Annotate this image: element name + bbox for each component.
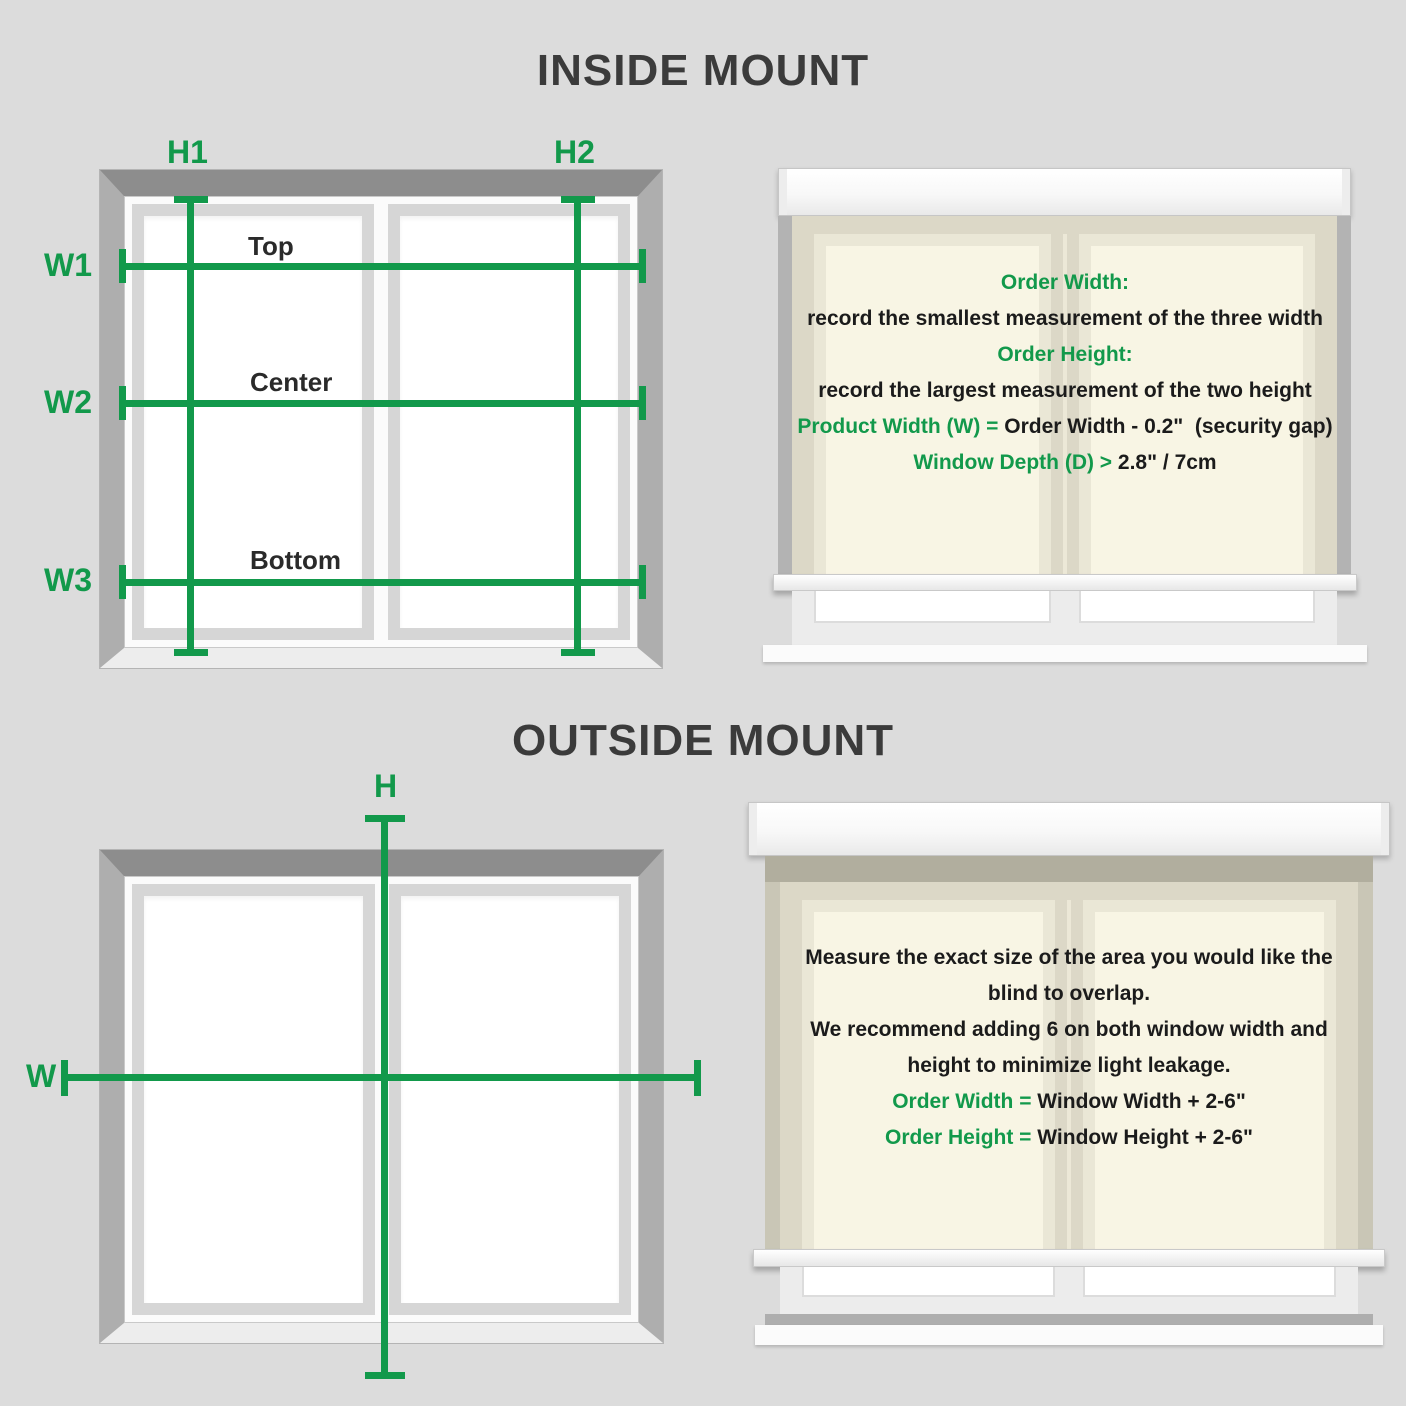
label-h2: H2 bbox=[554, 134, 595, 170]
measure-line-w3 bbox=[122, 579, 643, 586]
blind-bottom-bar bbox=[753, 1249, 1385, 1267]
instruction-line: Order Width: bbox=[1000, 271, 1130, 294]
recess-bevel-bottom bbox=[765, 1314, 1373, 1325]
measure-cap-h1-top bbox=[174, 196, 208, 203]
label-w1: W1 bbox=[44, 247, 92, 283]
outside-mount-title: OUTSIDE MOUNT bbox=[511, 716, 895, 765]
measure-cap-w-right bbox=[694, 1060, 701, 1096]
measure-line-w1 bbox=[122, 263, 643, 270]
instruction-line: record the smallest measurement of the three width bbox=[807, 307, 1323, 330]
measure-cap-w3-right bbox=[639, 565, 646, 599]
label-w2: W2 bbox=[44, 384, 92, 420]
measure-line-w bbox=[64, 1074, 698, 1081]
window-bottom-pane-left bbox=[802, 1267, 1055, 1297]
inside-mount-instructions bbox=[745, 265, 1385, 481]
blind-cassette bbox=[778, 168, 1351, 216]
inside-mount-photo bbox=[745, 163, 1385, 668]
measure-cap-h1-bottom bbox=[174, 649, 208, 656]
label-h: H bbox=[374, 768, 398, 804]
measure-cap-w1-left bbox=[119, 249, 126, 283]
measure-cap-h-bottom bbox=[365, 1372, 405, 1379]
instruction-line: Window Depth (D) > 2.8" / 7cm bbox=[913, 451, 1217, 474]
label-center: Center bbox=[250, 367, 333, 397]
measure-cap-w2-left bbox=[119, 386, 126, 420]
instruction-line: record the largest measurement of the two height bbox=[818, 379, 1312, 402]
window-bottom-pane-left bbox=[814, 591, 1051, 623]
instruction-line: We recommend adding 6 on both window width and bbox=[810, 1018, 1328, 1041]
outside-mount-instructions bbox=[745, 940, 1393, 1156]
instruction-line: height to minimize light leakage. bbox=[907, 1054, 1231, 1077]
measure-cap-w-left bbox=[61, 1060, 68, 1096]
instruction-line: Order Height = Window Height + 2-6" bbox=[885, 1126, 1253, 1149]
windowsill bbox=[755, 1325, 1383, 1345]
window-bottom bbox=[780, 1267, 1358, 1314]
outside-mount-photo bbox=[745, 795, 1393, 1380]
label-bottom: Bottom bbox=[250, 545, 341, 575]
label-w3: W3 bbox=[44, 562, 92, 598]
inside-mount-title: INSIDE MOUNT bbox=[536, 46, 870, 95]
label-w: W bbox=[26, 1058, 57, 1094]
measure-line-h bbox=[381, 821, 388, 1375]
instruction-line: Order Height: bbox=[997, 343, 1133, 366]
measure-cap-w1-right bbox=[639, 249, 646, 283]
blind-cassette bbox=[748, 802, 1390, 856]
blind-bottom-bar bbox=[773, 574, 1357, 591]
measure-cap-w3-left bbox=[119, 565, 126, 599]
window-pane-right bbox=[389, 884, 632, 1315]
instruction-line: Product Width (W) = Order Width - 0.2" (security gap) bbox=[797, 415, 1333, 438]
window-bottom-pane-right bbox=[1079, 591, 1316, 623]
window-bottom-pane-right bbox=[1083, 1267, 1336, 1297]
measure-cap-h2-bottom bbox=[561, 649, 595, 656]
label-h1: H1 bbox=[167, 134, 208, 170]
windowsill bbox=[763, 645, 1367, 662]
measure-cap-h-top bbox=[365, 815, 405, 822]
instruction-line: blind to overlap. bbox=[987, 982, 1151, 1005]
instruction-line: Measure the exact size of the area you would like the bbox=[805, 946, 1333, 969]
instruction-line: Order Width = Window Width + 2-6" bbox=[892, 1090, 1246, 1113]
measure-cap-w2-right bbox=[639, 386, 646, 420]
window-bottom bbox=[792, 591, 1337, 645]
window-pane-left bbox=[132, 884, 375, 1315]
measure-line-w2 bbox=[122, 400, 643, 407]
label-top: Top bbox=[248, 231, 294, 261]
recess-bevel-top bbox=[765, 856, 1373, 882]
measure-cap-h2-top bbox=[561, 196, 595, 203]
